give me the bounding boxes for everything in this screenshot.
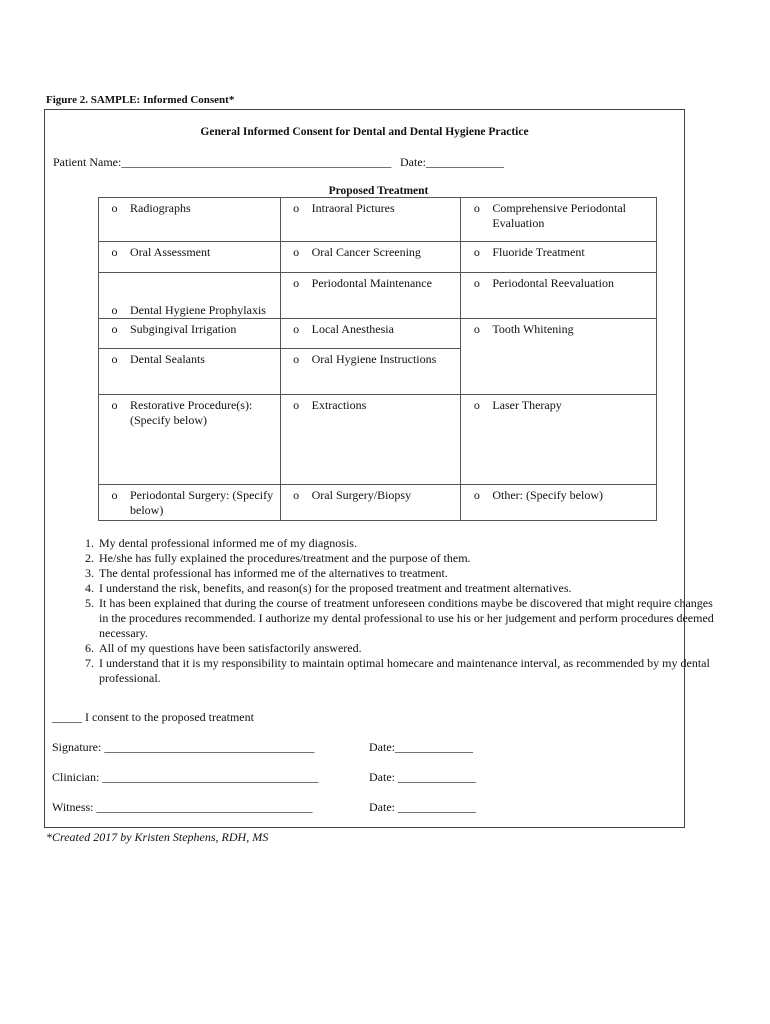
clinician-date-field[interactable]: Date: _____________ bbox=[369, 770, 476, 784]
treatment-label: Restorative Procedure(s): (Specify below) bbox=[130, 398, 253, 427]
statement-item: 7. I understand that it is my responsibility to maintain optimal homecare and maintenance interval, as recommended by my dental professional. bbox=[97, 656, 717, 686]
checkbox-icon[interactable]: o bbox=[293, 488, 300, 502]
treatment-label: Subgingival Irrigation bbox=[130, 322, 237, 336]
checkbox-icon[interactable]: o bbox=[293, 398, 300, 412]
clinician-row bbox=[52, 770, 476, 785]
checkbox-icon[interactable]: o bbox=[293, 245, 300, 259]
treatment-cell[interactable] bbox=[99, 485, 281, 521]
figure-caption: Figure 2. SAMPLE: Informed Consent* bbox=[46, 94, 235, 106]
treatment-cell[interactable] bbox=[280, 198, 461, 242]
checkbox-icon[interactable]: o bbox=[473, 398, 480, 412]
treatment-cell[interactable] bbox=[99, 395, 281, 485]
patient-date-field[interactable]: Date:_____________ bbox=[400, 155, 504, 169]
treatment-cell[interactable] bbox=[461, 198, 657, 242]
checkbox-icon[interactable]: o bbox=[473, 276, 480, 290]
treatment-label: Tooth Whitening bbox=[492, 322, 574, 336]
checkbox-icon[interactable]: o bbox=[111, 303, 118, 317]
treatment-cell[interactable] bbox=[280, 242, 461, 273]
checkbox-icon[interactable]: o bbox=[473, 201, 480, 215]
treatment-cell[interactable] bbox=[99, 349, 281, 395]
checkbox-icon[interactable]: o bbox=[293, 352, 300, 366]
statement-item: 5. It has been explained that during the course of treatment unforeseen conditions maybe be discovered that might require changes in the procedures recommended. I authorize my dental professional to use his or her judgement and perform procedures deemed necessary. bbox=[97, 596, 717, 641]
treatment-label: Oral Surgery/Biopsy bbox=[311, 488, 412, 502]
checkbox-icon[interactable]: o bbox=[473, 488, 480, 502]
consent-statements bbox=[53, 536, 717, 686]
signature-row bbox=[52, 740, 473, 755]
witness-field[interactable]: Witness: ____________________________________ bbox=[52, 800, 313, 814]
checkbox-icon[interactable]: o bbox=[473, 322, 480, 336]
checkbox-icon[interactable]: o bbox=[111, 245, 118, 259]
checkbox-icon[interactable]: o bbox=[111, 398, 118, 412]
treatment-label: Intraoral Pictures bbox=[311, 201, 395, 215]
checkbox-icon[interactable]: o bbox=[111, 322, 118, 336]
treatment-cell[interactable] bbox=[461, 395, 657, 485]
treatment-cell[interactable] bbox=[280, 485, 461, 521]
treatment-cell[interactable] bbox=[461, 319, 657, 395]
treatment-cell[interactable] bbox=[280, 273, 461, 319]
treatment-table bbox=[98, 197, 657, 521]
statement-item: 6. All of my questions have been satisfactorily answered. bbox=[97, 641, 717, 656]
treatment-cell[interactable] bbox=[280, 349, 461, 395]
treatment-label: Oral Hygiene Instructions bbox=[311, 352, 437, 366]
treatment-cell[interactable] bbox=[99, 198, 281, 242]
signature-date-field[interactable]: Date:_____________ bbox=[369, 740, 473, 754]
statement-item: 2. He/she has fully explained the procedures/treatment and the purpose of them. bbox=[97, 551, 717, 566]
treatment-cell[interactable] bbox=[99, 242, 281, 273]
clinician-field[interactable]: Clinician: ____________________________________ bbox=[52, 770, 319, 784]
witness-date-field[interactable]: Date: _____________ bbox=[369, 800, 476, 814]
treatment-label: Other: (Specify below) bbox=[492, 488, 603, 502]
treatment-cell[interactable] bbox=[280, 319, 461, 349]
statement-item: 1. My dental professional informed me of my diagnosis. bbox=[97, 536, 717, 551]
treatment-cell[interactable] bbox=[99, 273, 281, 319]
treatment-cell[interactable] bbox=[280, 395, 461, 485]
treatment-label: Radiographs bbox=[130, 201, 191, 215]
treatment-label: Local Anesthesia bbox=[311, 322, 394, 336]
author-credit: *Created 2017 by Kristen Stephens, RDH, MS bbox=[46, 830, 269, 844]
treatment-label: Dental Hygiene Prophylaxis bbox=[130, 303, 266, 317]
consent-line[interactable]: _____ I consent to the proposed treatment bbox=[52, 710, 254, 724]
checkbox-icon[interactable]: o bbox=[293, 322, 300, 336]
witness-row bbox=[52, 800, 476, 815]
treatment-cell[interactable] bbox=[461, 485, 657, 521]
checkbox-icon[interactable]: o bbox=[473, 245, 480, 259]
treatment-label: Oral Assessment bbox=[130, 245, 211, 259]
treatment-label: Comprehensive Periodontal Evaluation bbox=[492, 201, 626, 230]
treatment-label: Laser Therapy bbox=[492, 398, 562, 412]
treatment-label: Periodontal Maintenance bbox=[311, 276, 432, 290]
treatment-label: Fluoride Treatment bbox=[492, 245, 585, 259]
treatment-cell[interactable] bbox=[99, 319, 281, 349]
form-title: General Informed Consent for Dental and Dental Hygiene Practice bbox=[200, 126, 529, 138]
proposed-treatment-heading: Proposed Treatment bbox=[328, 185, 429, 197]
treatment-label: Periodontal Surgery: (Specify below) bbox=[130, 488, 274, 517]
treatment-label: Oral Cancer Screening bbox=[311, 245, 421, 259]
treatment-label: Dental Sealants bbox=[130, 352, 205, 366]
treatment-cell[interactable] bbox=[461, 242, 657, 273]
treatment-label: Extractions bbox=[311, 398, 367, 412]
checkbox-icon[interactable]: o bbox=[111, 488, 118, 502]
treatment-label: Periodontal Reevaluation bbox=[492, 276, 614, 290]
treatment-cell[interactable] bbox=[461, 273, 657, 319]
statement-item: 4. I understand the risk, benefits, and reason(s) for the proposed treatment and treatment alternatives. bbox=[97, 581, 717, 596]
patient-name-row bbox=[53, 155, 504, 170]
statement-item: 3. The dental professional has informed me of the alternatives to treatment. bbox=[97, 566, 717, 581]
patient-name-field[interactable]: Patient Name:_____________________________________________ bbox=[53, 155, 392, 169]
checkbox-icon[interactable]: o bbox=[111, 201, 118, 215]
signature-field[interactable]: Signature: ___________________________________ bbox=[52, 740, 315, 754]
checkbox-icon[interactable]: o bbox=[293, 276, 300, 290]
checkbox-icon[interactable]: o bbox=[111, 352, 118, 366]
checkbox-icon[interactable]: o bbox=[293, 201, 300, 215]
